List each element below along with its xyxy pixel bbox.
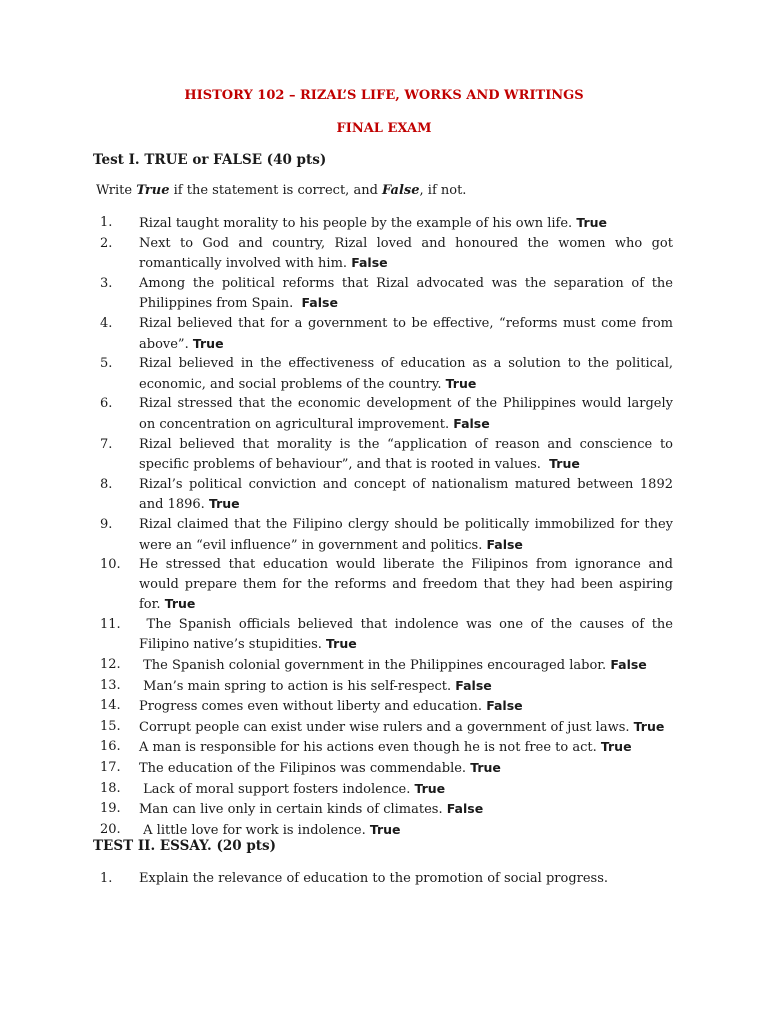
question-text: Rizal claimed that the Filipino clergy should be politically immobilized for they were an “evil influence” in government and politics. — [139, 516, 678, 553]
question-body — [139, 758, 673, 779]
question-number: 14. — [100, 698, 121, 714]
question-text: Among the political reforms that Rizal advocated was the separation of the Philippines from Spain. — [139, 275, 678, 312]
question-text: Rizal believed that for a government to be effective, “reforms must come from above”. — [139, 315, 678, 352]
question-body — [139, 779, 673, 800]
instruction-text: Write — [96, 183, 137, 198]
question-text: Man can live only in certain kinds of climates. — [139, 802, 447, 818]
question-text: A little love for work is indolence. — [139, 822, 370, 838]
question-text: Lack of moral support fosters indolence. — [139, 781, 415, 797]
question-body — [139, 717, 673, 738]
question-body — [139, 213, 673, 234]
exam-title: FINAL EXAM — [336, 121, 432, 136]
question-number: 16. — [100, 739, 121, 755]
question-answer: True — [600, 739, 632, 755]
course-title: HISTORY 102 – RIZAL’S LIFE, WORKS AND WRITINGS — [184, 88, 584, 103]
question-item — [100, 676, 673, 697]
question-number: 1. — [100, 871, 113, 886]
instruction-true-word: True — [136, 183, 170, 198]
question-number: 17. — [100, 760, 121, 776]
question-item — [100, 274, 678, 314]
question-number: 15. — [100, 718, 121, 734]
question-item — [100, 717, 673, 738]
question-answer: True — [549, 456, 580, 472]
question-number: 18. — [100, 780, 121, 796]
question-body — [139, 655, 673, 676]
question-answer: False — [455, 677, 492, 693]
question-item — [100, 234, 678, 274]
question-item — [100, 213, 673, 234]
question-text: Rizal believed that morality is the “application of reason and conscience to specific problems of behaviour”, and that is rooted in values. — [139, 436, 678, 473]
question-item — [100, 475, 678, 515]
question-body — [139, 274, 678, 314]
question-item — [100, 314, 678, 354]
question-body — [139, 676, 673, 697]
question-answer: False — [486, 536, 523, 552]
question-answer: True — [445, 375, 477, 391]
question-item — [100, 615, 678, 655]
question-body — [139, 475, 678, 515]
question-item — [100, 354, 678, 394]
question-answer: True — [208, 496, 240, 512]
question-answer: False — [301, 295, 338, 311]
question-answer: False — [351, 255, 388, 271]
question-answer: True — [326, 636, 357, 652]
question-number: 3. — [100, 275, 113, 291]
question-text: A man is responsible for his actions even though he is not free to act. — [139, 740, 601, 756]
question-body — [139, 696, 673, 717]
test1-instruction — [96, 181, 466, 201]
test2-heading: TEST II. ESSAY. (20 pts) — [93, 838, 276, 854]
question-text: The education of the Filipinos was commendable. — [139, 761, 471, 777]
question-number: 19. — [100, 801, 121, 817]
question-number: 8. — [100, 476, 113, 492]
question-text: Corrupt people can exist under wise rulers and a government of just laws. — [139, 719, 634, 735]
question-text: Rizal’s political conviction and concept of nationalism matured between 1892 and 1896. — [139, 476, 678, 513]
question-answer: True — [369, 821, 401, 837]
question-item — [100, 737, 673, 758]
question-number: 12. — [100, 657, 121, 673]
question-number: 2. — [100, 235, 113, 251]
question-item — [100, 515, 678, 555]
question-item — [100, 758, 673, 779]
question-body — [139, 314, 678, 354]
question-text: Next to God and country, Rizal loved and honoured the women who got romantically involved with him. — [139, 235, 678, 272]
question-answer: False — [610, 657, 647, 673]
question-answer: True — [164, 596, 196, 612]
test2-question-list — [100, 869, 673, 889]
question-item — [100, 869, 673, 889]
question-body — [139, 615, 678, 655]
question-body — [139, 515, 678, 555]
question-body — [139, 354, 678, 394]
question-number: 1. — [100, 215, 113, 230]
question-item — [100, 779, 673, 800]
test1-heading: Test I. TRUE or FALSE (40 pts) — [93, 152, 327, 168]
question-body — [139, 435, 678, 475]
question-number: 13. — [100, 677, 121, 693]
question-number: 5. — [100, 356, 113, 372]
question-body — [139, 555, 678, 615]
question-number: 4. — [100, 315, 113, 331]
question-item — [100, 799, 673, 820]
question-body — [139, 869, 673, 889]
question-body — [139, 234, 678, 274]
question-answer: False — [446, 801, 484, 817]
question-text: Rizal stressed that the economic development of the Philippines would largely on concentration on agricultural improvement. — [139, 396, 678, 432]
question-body — [139, 799, 673, 820]
question-item — [100, 435, 678, 475]
question-item — [100, 555, 678, 615]
question-number: 10. — [100, 557, 121, 573]
question-answer: True — [633, 718, 665, 734]
instruction-false-word: False — [382, 183, 420, 198]
question-number: 20. — [100, 821, 121, 837]
question-answer: True — [470, 760, 501, 776]
question-answer: True — [414, 780, 446, 796]
question-answer: False — [486, 698, 523, 714]
question-number: 9. — [100, 516, 113, 532]
test1-question-list — [100, 213, 678, 840]
question-text: Explain the relevance of education to the promotion of social progress. — [139, 871, 609, 886]
question-text: Man’s main spring to action is his self-respect. — [139, 678, 456, 694]
question-number: 11. — [100, 616, 121, 632]
question-text: Rizal taught morality to his people by the example of his own life. — [139, 216, 577, 231]
question-text: The Spanish officials believed that indolence was one of the causes of the Filipino native’s stupidities. — [139, 616, 678, 653]
question-number: 7. — [100, 436, 113, 452]
question-text: Progress comes even without liberty and education. — [139, 699, 487, 715]
question-answer: True — [192, 335, 224, 351]
question-body — [139, 394, 678, 434]
instruction-text: if the statement is correct, and — [169, 183, 383, 198]
question-item — [100, 655, 673, 676]
instruction-text: , if not. — [419, 183, 467, 198]
question-item — [100, 394, 678, 434]
question-text: He stressed that education would liberate the Filipinos from ignorance and would prepare them for the reforms and freedom that they had been aspiring for. — [139, 557, 678, 613]
question-text: The Spanish colonial government in the Philippines encouraged labor. — [139, 658, 611, 674]
question-body — [139, 737, 673, 758]
question-answer: True — [576, 215, 608, 230]
question-item — [100, 696, 673, 717]
question-number: 6. — [100, 396, 113, 412]
question-answer: False — [453, 415, 490, 431]
question-text: Rizal believed in the effectiveness of education as a solution to the political, economic, and social problems of the country. — [139, 356, 678, 392]
